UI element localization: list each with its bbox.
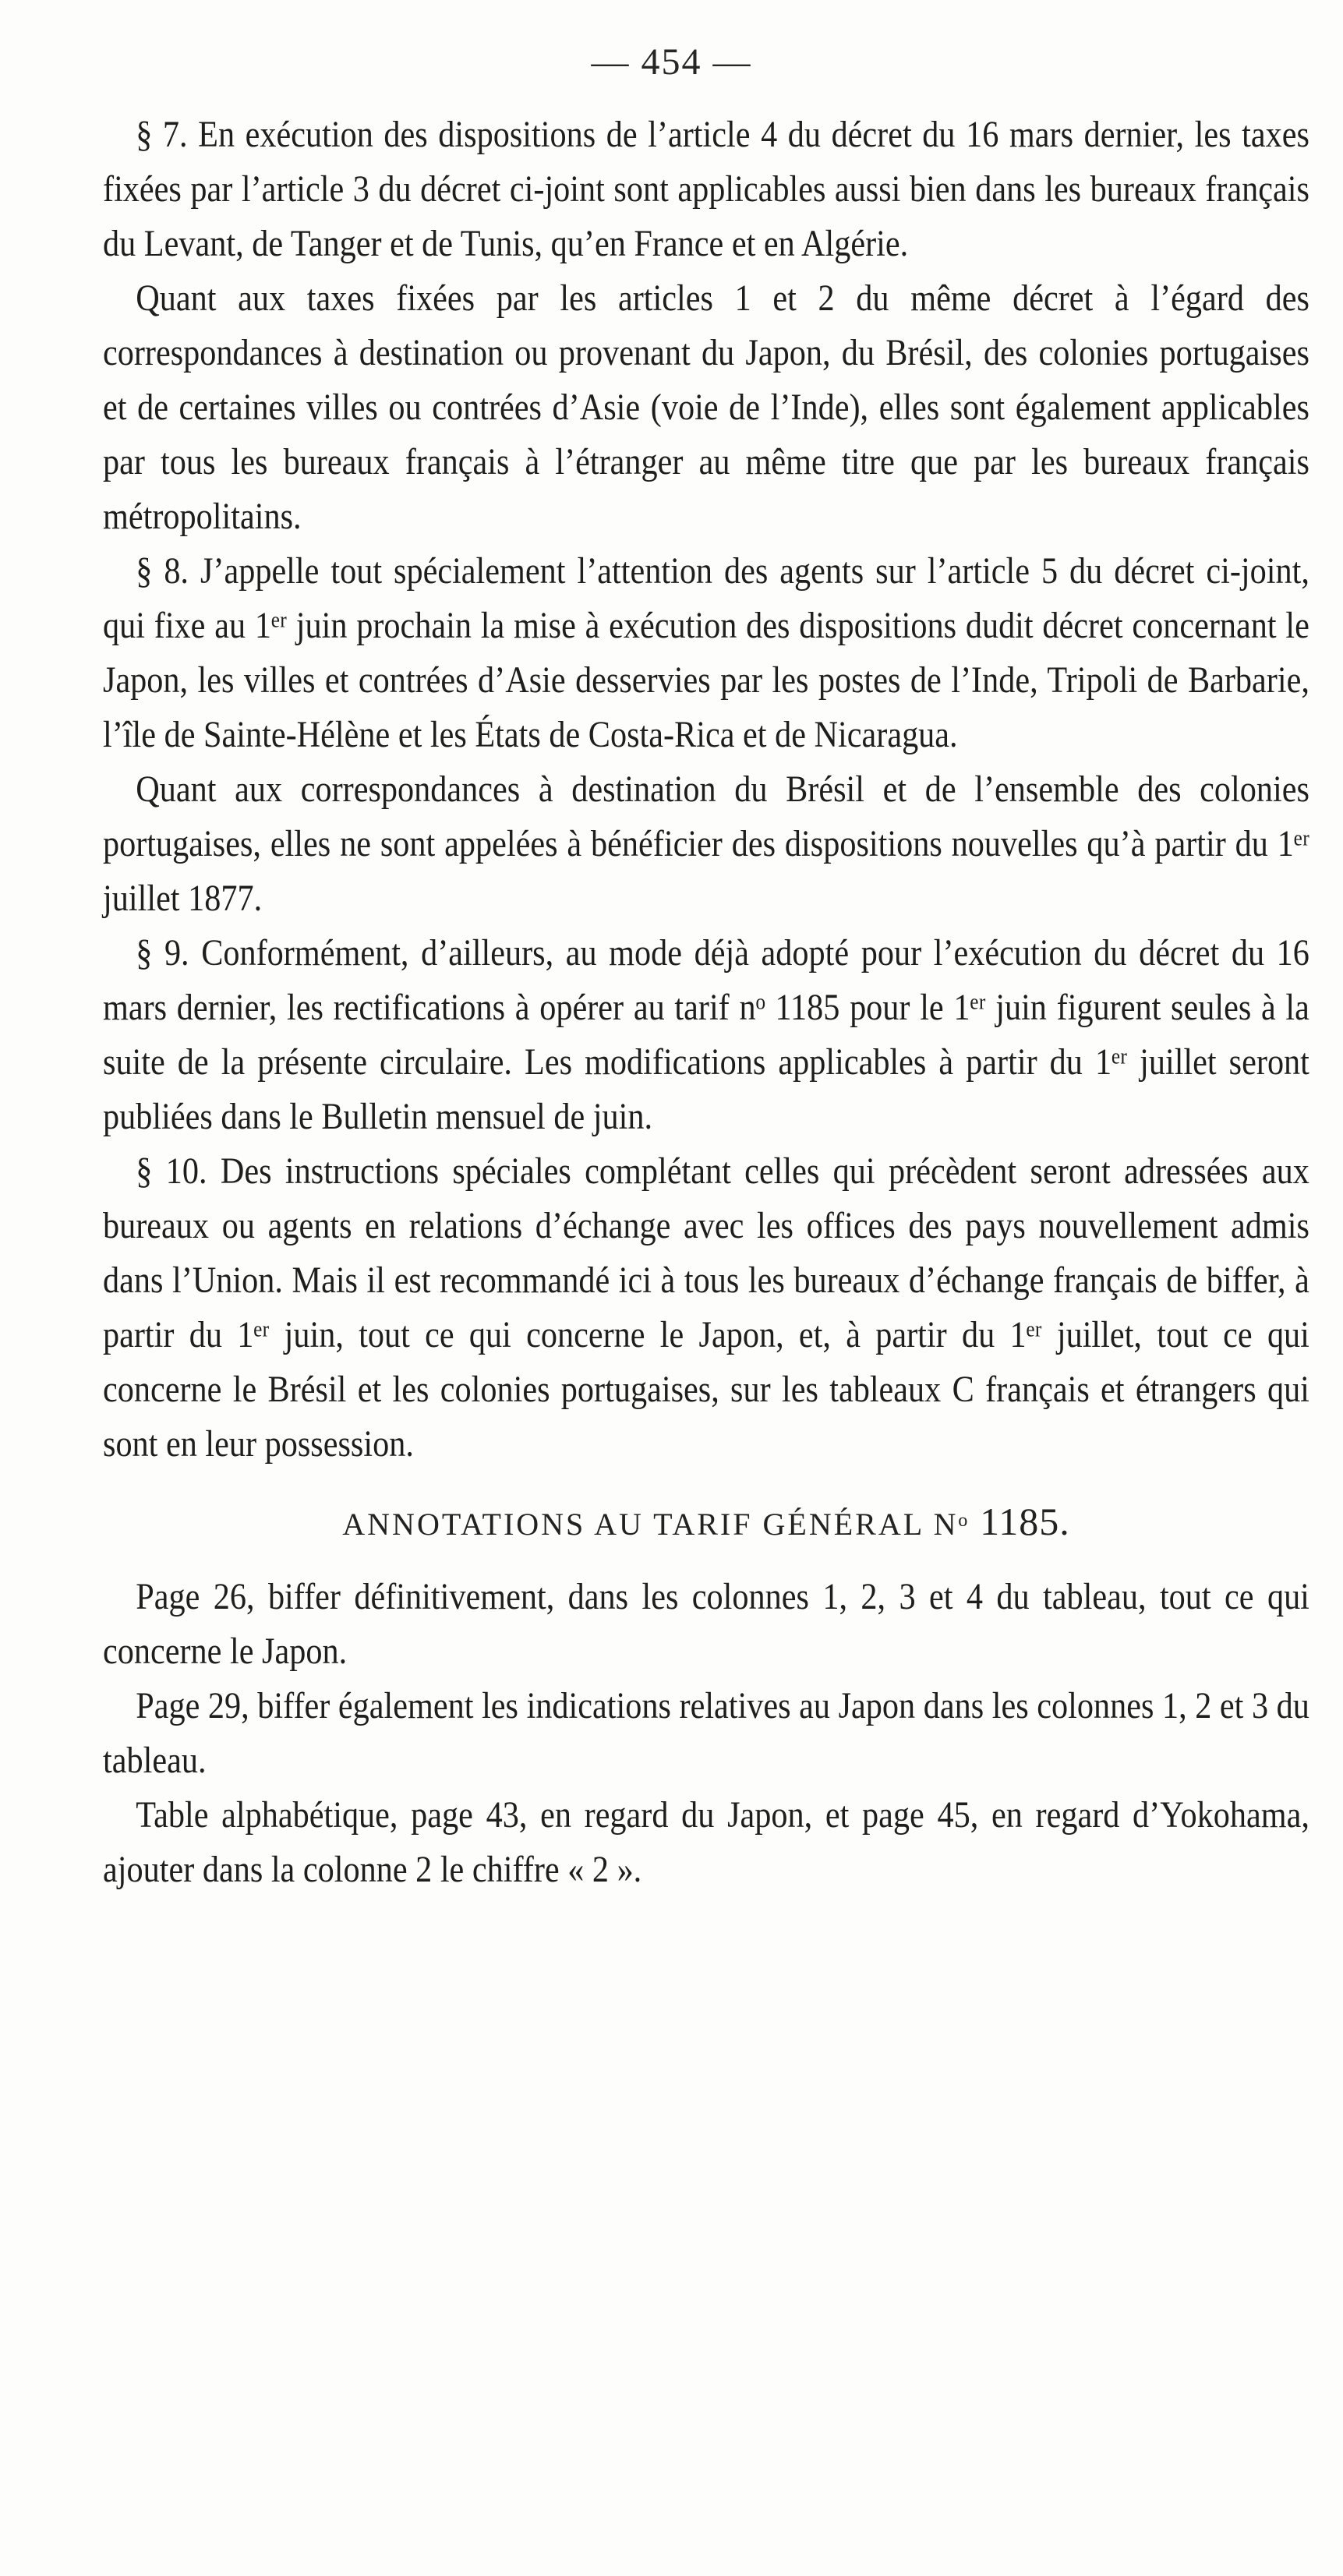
body-text bbox=[103, 108, 1309, 1897]
paragraph-section-8: § 8. J’appelle tout spécialement l’attention des agents sur l’article 5 du décret ci-joint, qui fixe au 1ᵉʳ juin prochain la mise à exécution des dispositions dudit décret concernant le Japon, les villes et contrées d’Asie desservies par les postes de l’Inde, Tripoli de Barbarie, l’île de Sainte-Hélène et les États de Costa-Rica et de Nicaragua. bbox=[103, 550, 1309, 755]
paragraph-section-9: § 9. Conformément, d’ailleurs, au mode déjà adopté pour l’exécution du décret du 16 mars dernier, les rectifications à opérer au tarif nᵒ 1185 pour le 1ᵉʳ juin figurent seules à la suite de la présente circulaire. Les modifications applicables à partir du 1ᵉʳ juillet seront publiées dans le Bulletin mensuel de juin. bbox=[103, 932, 1309, 1137]
annotations-heading bbox=[103, 1498, 1309, 1548]
paragraph-section-7: § 7. En exécution des dispositions de l’article 4 du décret du 16 mars dernier, les taxes fixées par l’article 3 du décret ci-joint sont applicables aussi bien dans les bureaux français du Levant, de Tanger et de Tunis, qu’en France et en Algérie. bbox=[103, 114, 1309, 264]
paragraph-section-10: § 10. Des instructions spéciales complétant celles qui précèdent seront adressées aux bureaux ou agents en relations d’échange avec les offices des pays nouvellement admis dans l’Union. Mais il est recommandé ici à tous les bureaux d’échange français de biffer, à partir du 1ᵉʳ juin, tout ce qui concerne le Japon, et, à partir du 1ᵉʳ juillet, tout ce qui concerne le Brésil et les colonies portugaises, sur les tableaux C français et étrangers qui sont en leur possession. bbox=[103, 1150, 1309, 1465]
annotations-heading-number: 1185. bbox=[980, 1500, 1070, 1543]
annotation-page-26: Page 26, biffer définitivement, dans les colonnes 1, 2, 3 et 4 du tableau, tout ce qui concerne le Japon. bbox=[103, 1576, 1309, 1672]
page-number: — 454 — bbox=[591, 41, 752, 83]
paragraph-section-7-taxes: Quant aux taxes fixées par les articles 1 et 2 du même décret à l’égard des correspondances à destination ou provenant du Japon, du Brésil, des colonies portugaises et de certaines villes ou contrées d’Asie (voie de l’Inde), elles sont également applicables par tous les bureaux français à l’étranger au même titre que par les bureaux français métropolitains. bbox=[103, 277, 1309, 537]
paragraph-section-8-bresil: Quant aux correspondances à destination du Brésil et de l’ensemble des colonies portugaises, elles ne sont appelées à bénéficier des dispositions nouvelles qu’à partir du 1ᵉʳ juillet 1877. bbox=[103, 769, 1309, 919]
annotation-table-alphabetique: Table alphabétique, page 43, en regard du Japon, et page 45, en regard d’Yokohama, ajouter dans la colonne 2 le chiffre « 2 ». bbox=[103, 1794, 1309, 1890]
annotation-page-29: Page 29, biffer également les indications relatives au Japon dans les colonnes 1, 2 et 3 du tableau. bbox=[103, 1685, 1309, 1781]
annotations-heading-label: ANNOTATIONS AU TARIF GÉNÉRAL Nᵒ bbox=[342, 1507, 970, 1542]
